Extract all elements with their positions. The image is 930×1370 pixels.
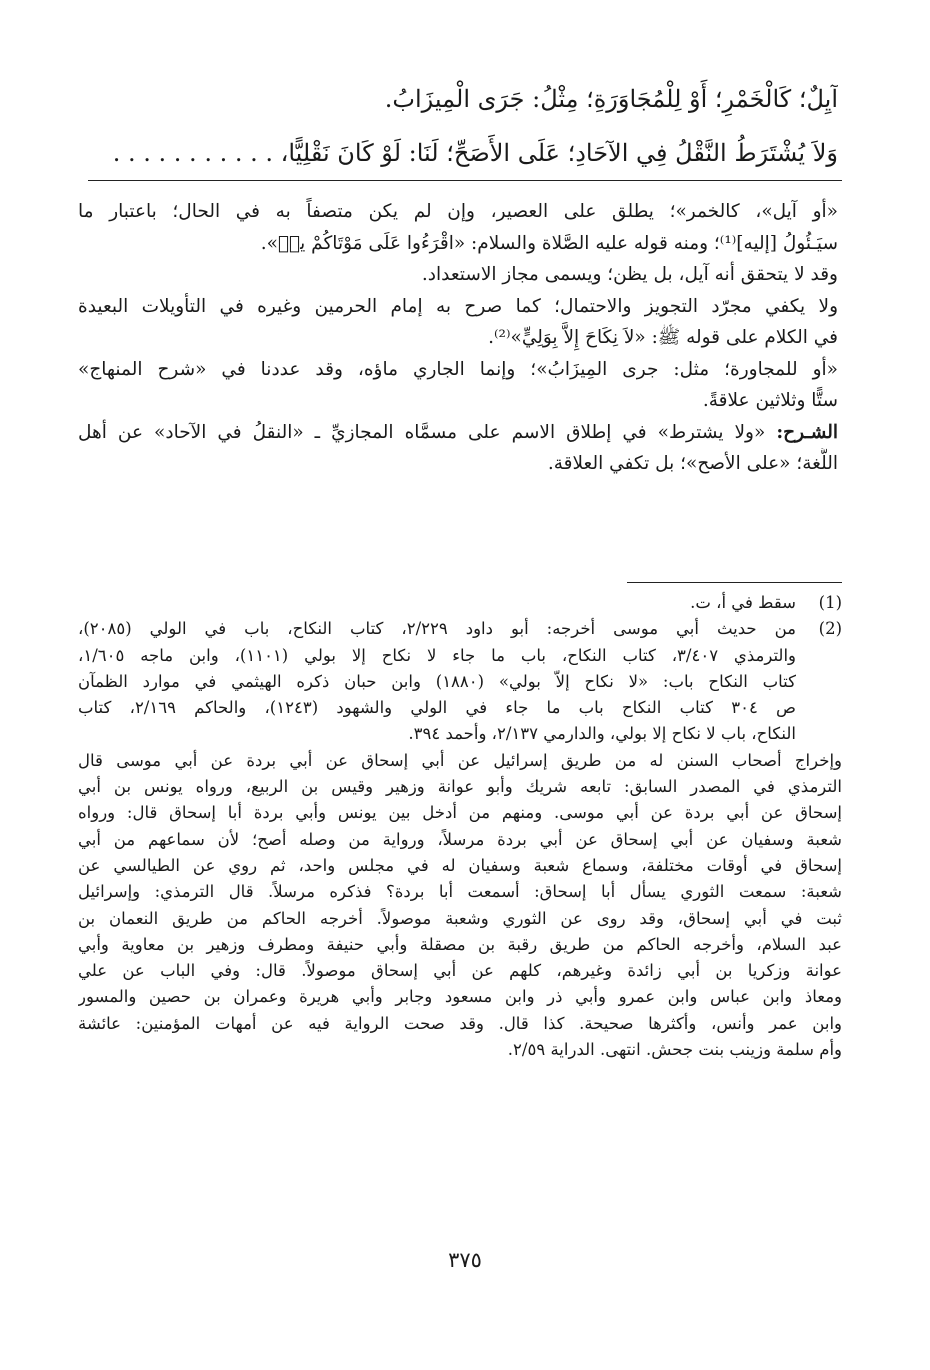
footnote-line: النكاح، باب لا نكاح إلا بولي، والدارمي ٢/١٣٧، وأحمد ٣٩٤.: [408, 724, 796, 744]
footnote-text: من حديث أبي موسى أخرجه: أبو داود ٢/٢٢٩، كتاب النكاح، باب في الولي (٢٠٨٥)،: [78, 619, 797, 639]
footnote-line: ص ٣٠٤ كتاب النكاح باب ما جاء في الولي والشهود (١٢٤٣)، والحاكم ٢/١٦٩، كتاب: [78, 698, 796, 718]
sharh-line: «أو للمجاورة؛ مثل: جرى المِيزَابُ»؛ وإنما الجاري ماؤه، وقد عددنا في «شرح المنهاج»: [78, 358, 838, 380]
page-number: ٣٧٥: [448, 1248, 482, 1272]
sharh-line: وقد لا يتحقق أنه آيل، بل يظن؛ ويسمى مجاز الاستعداد.: [421, 264, 838, 285]
footnote-text: سقط في أ، ت.: [690, 593, 796, 612]
footnote-line: إسحاق عن أبي بردة عن أبي موسى. ومنهم من أدخل بين يونس وأبي بردة أبا إسحاق قال: ورواه: [78, 803, 842, 823]
footnotes: [78, 590, 842, 1063]
sharh-commentary: [78, 196, 838, 480]
footnote-number: (1): [818, 593, 842, 612]
footnote-divider: [627, 582, 842, 583]
footnote-line: شعبة وسفيان عن أبي إسحاق عن أبي بردة مرسلاً، ورواية من وصله أصح؛ لأن سماعهم من أبي: [78, 829, 842, 849]
footnote-number: (2): [818, 619, 842, 639]
matn-divider: [88, 180, 842, 181]
footnote-line: عوانة وزكريا بن أبي زائدة وغيرهم، كلهم عن أبي إسحاق موصولاً. قال: وفي الباب عن علي: [78, 961, 842, 981]
footnote-line: كتاب النكاح باب: «لا نكاح إلاّ بولي» (١٨٨٠) وابن حبان ذكره الهيثمي في موارد الظمآن: [78, 671, 796, 691]
footnote-line: إسحاق في أوقات مختلفة، وسماع شعبة وسفيان له في مجلس واحد، ثم روي عن الطيالسي عن: [78, 855, 842, 875]
sharh-line: اللُّغة؛ «على الأصح»؛ بل تكفي العلاقة.: [547, 453, 838, 474]
sharh-line-labelled: [78, 417, 838, 449]
sharh-label-text: «ولا يشترط» في إطلاق الاسم على مسمَّاه المجازيِّ ـ «النقلُ في الآحاد» عن أهل: [78, 421, 777, 443]
footnote-1: [78, 590, 842, 616]
matn-text: [82, 72, 838, 180]
matn-line-1: آيِلٌ؛ كَالْخَمْرِ؛ أَوْ لِلْمُجَاوَرَةِ؛ مِثْلُ: جَرَى الْمِيزَابُ.: [384, 85, 838, 113]
sharh-line: ستًّا وثلاثين علاقةً.: [702, 390, 838, 411]
footnote-line: وإخراج أصحاب السنن له من طريق إسرائيل عن أبي إسحاق عن أبي بردة عن أبي موسى قال: [78, 750, 842, 770]
footnote-2: [78, 616, 842, 642]
sharh-label: الشـرح:: [776, 421, 838, 443]
footnote-line: ومعاذ وابن عباس وابن عمرو وأبي ذر وابن مسعود وجابر وأبي هريرة وعمران بن حصين والمسور: [78, 987, 842, 1007]
sharh-line: «أو آيل»، كالخمر»؛ يطلق على العصير، وإن لم يكن متصفاً به في الحال؛ باعتبار ما: [78, 201, 838, 222]
footnote-line: وابن عمر وأنس، وأكثرها صحيحة. كذا قال. وقد صحت الرواية فيه عن أمهات المؤمنين: عائشة: [78, 1013, 842, 1033]
matn-line-2: وَلاَ يُشْتَرَطُ النَّقْلُ فِي الآحَادِ؛ عَلَى الأَصَحِّ؛ لَنَا: لَوْ كَانَ نَقْلِيًّا، . . . . . . . . . . .: [112, 139, 838, 167]
footnote-line: الترمذي في المصدر السابق: تابعه شريك وأبو عوانة وزهير وقيس بن الربيع، ورواه يونس بن أبي: [78, 777, 842, 797]
footnote-line: والترمذي ٣/٤٠٧، كتاب النكاح، باب ما جاء لا نكاح إلا بولي (١١٠١)، وابن ماجه ١/٦٠٥،: [78, 645, 797, 665]
footnote-line: وأم سلمة وزينب بنت جحش. انتهى. الدراية ٢/٥٩.: [507, 1040, 842, 1060]
footnote-line: عبد السلام، وأخرجه الحاكم من طريق رقبة بن مصقلة وأبي حنيفة ومطرف وزهير بن معاوية وأبي: [78, 934, 842, 954]
sharh-line: سيَـئُولُ [إليه]⁽¹⁾؛ ومنه قوله عليه الصَّلاة والسلام: «اقْرَءُوا عَلَى مَوْتَاكُمْ يسۤ».: [260, 232, 838, 254]
footnote-line: شعبة: سمعت الثوري يسأل أبا إسحاق: أسمعت أبا بردة؟ فذكره مرسلاً. قال الترمذي: وإسرائيل: [78, 882, 842, 902]
sharh-line: ولا يكفي مجرّد التجويز والاحتمال؛ كما صرح به إمام الحرمين وغيره في التأويلات البعيدة: [78, 295, 838, 317]
footnote-line: ثبت في أبي إسحاق، وقد روى عن الثوري وشعبة موصولاً. أخرجه الحاكم من طريق النعمان بن: [78, 908, 842, 928]
sharh-line: في الكلام على قوله ﷺ: «لاَ نِكَاحَ إِلاَّ بِوَلِيٍّ»⁽²⁾.: [488, 327, 838, 348]
